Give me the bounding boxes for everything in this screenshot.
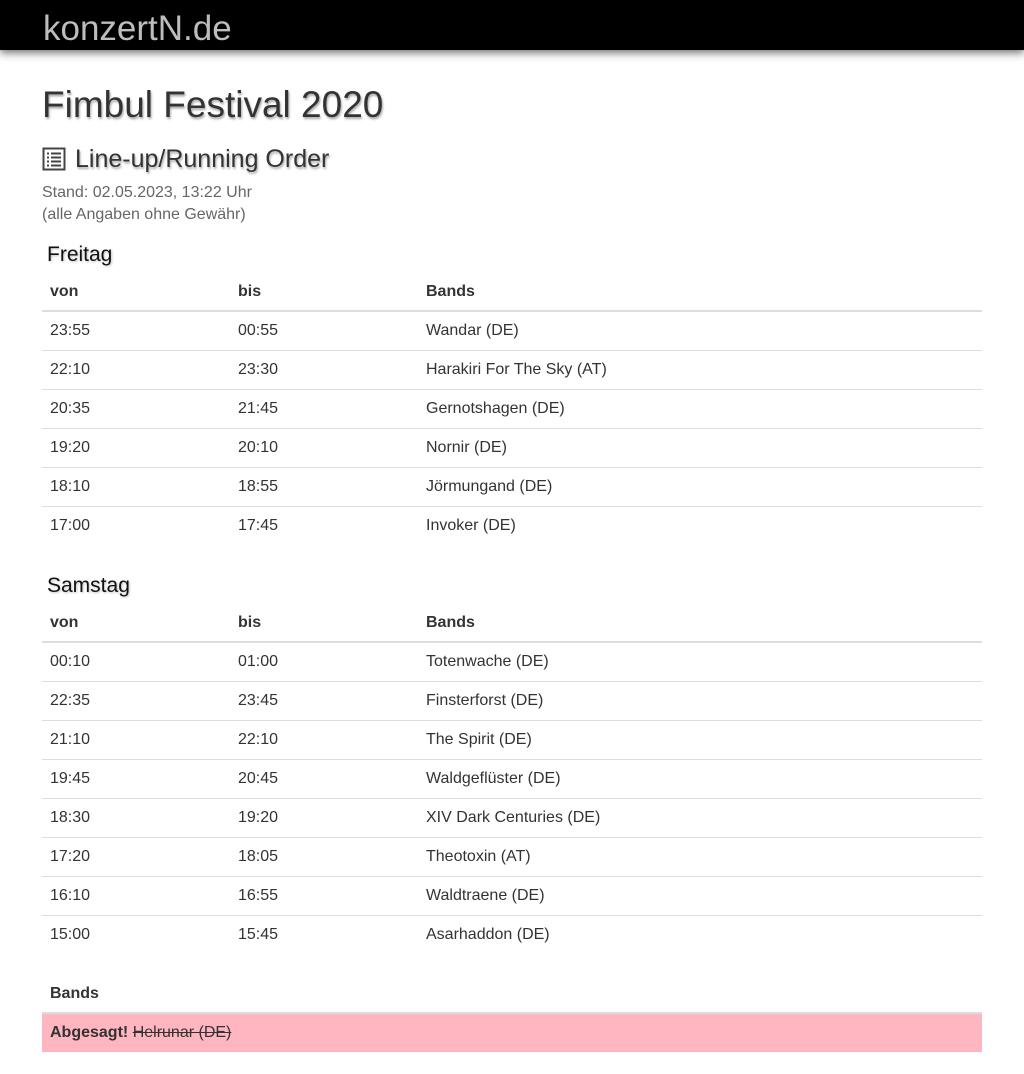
column-header-von: von (42, 273, 230, 311)
band-name: Theotoxin (AT) (418, 838, 982, 877)
band-name: Gernotshagen (DE) (418, 390, 982, 429)
start-time: 00:10 (50, 653, 91, 670)
band-name: Waldtraene (DE) (418, 877, 982, 916)
band-name: Harakiri For The Sky (AT) (418, 351, 982, 390)
start-time: 20:35 (42, 390, 230, 429)
table-row (42, 468, 982, 507)
table-row (42, 429, 982, 468)
column-header-bands: Bands (418, 604, 982, 642)
start-time: 19:45 (42, 760, 230, 799)
start-time: 16:10 (42, 877, 230, 916)
day-title-samstag: Samstag (47, 574, 130, 597)
table-header-row (42, 273, 982, 311)
list-icon (42, 147, 66, 171)
table-row (42, 351, 982, 390)
column-header-bands: Bands (42, 975, 982, 1013)
start-time: 17:00 (42, 507, 230, 546)
table-row (42, 721, 982, 760)
start-time: 15:00 (42, 916, 230, 955)
end-time: 22:10 (230, 721, 418, 760)
table-row (42, 311, 982, 351)
band-name: Waldgeflüster (DE) (418, 760, 982, 799)
page-title: Fimbul Festival 2020 (42, 84, 384, 125)
start-time: 23:55 (50, 322, 91, 339)
start-time: 18:30 (42, 799, 230, 838)
end-time: 17:45 (230, 507, 418, 546)
section-subtitle (42, 143, 329, 175)
end-time: 20:10 (230, 429, 418, 468)
end-time: 15:45 (230, 916, 418, 955)
column-header-bis: bis (230, 604, 418, 642)
start-time: 19:20 (42, 429, 230, 468)
cancelled-cell (42, 1013, 982, 1052)
subtitle-text: Line-up/Running Order (75, 145, 330, 173)
table-row (42, 507, 982, 546)
schedule-table-samstag (42, 604, 982, 954)
site-brand-link[interactable]: konzertN.de (43, 9, 232, 48)
cancelled-label: Abgesagt! (50, 1024, 129, 1041)
band-name: Wandar (DE) (426, 322, 519, 339)
end-time: 21:45 (230, 390, 418, 429)
cancelled-band-name: Helrunar (DE) (132, 1024, 232, 1041)
table-row (42, 760, 982, 799)
day-title-freitag: Freitag (47, 243, 113, 266)
table-row (42, 390, 982, 429)
end-time: 18:05 (230, 838, 418, 877)
end-time: 18:55 (230, 468, 418, 507)
band-name: The Spirit (DE) (418, 721, 982, 760)
end-time: 23:30 (230, 351, 418, 390)
start-time: 21:10 (42, 721, 230, 760)
top-navbar (0, 0, 1024, 50)
band-name: Asarhaddon (DE) (418, 916, 982, 955)
disclaimer-text: (alle Angaben ohne Gewähr) (42, 206, 246, 223)
band-name: Finsterforst (DE) (418, 682, 982, 721)
end-time: 01:00 (238, 653, 279, 670)
band-name: XIV Dark Centuries (DE) (418, 799, 982, 838)
end-time: 23:45 (230, 682, 418, 721)
column-header-bands: Bands (418, 273, 982, 311)
band-name: Nornir (DE) (418, 429, 982, 468)
end-time: 16:55 (230, 877, 418, 916)
column-header-bis: bis (230, 273, 418, 311)
table-row (42, 682, 982, 721)
stand-timestamp: Stand: 02.05.2023, 13:22 Uhr (42, 184, 252, 201)
band-name: Totenwache (DE) (426, 653, 549, 670)
cancelled-bands-table (42, 975, 982, 1052)
start-time: 22:35 (42, 682, 230, 721)
start-time: 18:10 (42, 468, 230, 507)
table-row (42, 838, 982, 877)
schedule-table-freitag (42, 273, 982, 545)
band-name: Invoker (DE) (418, 507, 982, 546)
table-header-row (42, 975, 982, 1013)
start-time: 17:20 (42, 838, 230, 877)
table-row (42, 877, 982, 916)
table-row (42, 799, 982, 838)
column-header-von: von (42, 604, 230, 642)
end-time: 00:55 (238, 322, 279, 339)
start-time: 22:10 (42, 351, 230, 390)
table-header-row (42, 604, 982, 642)
meta-info (42, 182, 252, 226)
table-row (42, 916, 982, 955)
end-time: 20:45 (230, 760, 418, 799)
cancelled-row (42, 1013, 982, 1052)
table-row (42, 642, 982, 682)
band-name: Jörmungand (DE) (418, 468, 982, 507)
end-time: 19:20 (230, 799, 418, 838)
